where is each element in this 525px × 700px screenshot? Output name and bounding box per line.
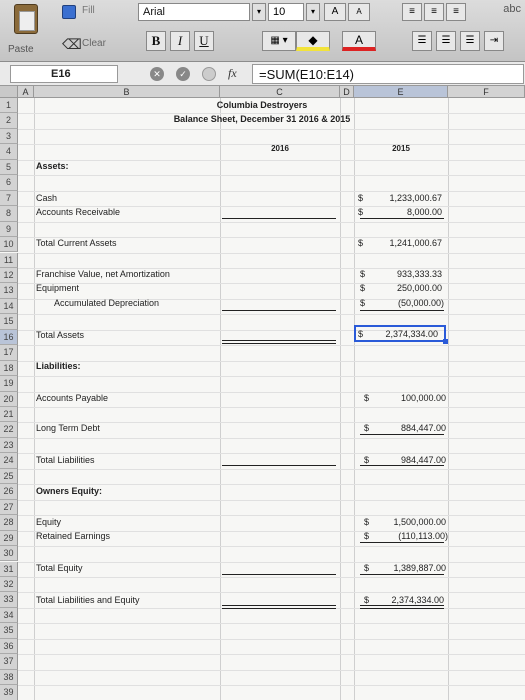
tle-2015-value: 2,374,334.00 [391,595,444,605]
cancel-icon[interactable]: ✕ [150,67,164,81]
align-middle-icon[interactable]: ≡ [446,3,466,21]
row-header[interactable]: 8 [0,206,18,221]
liabilities-heading: Liabilities: [36,361,81,371]
font-color-button[interactable]: A [342,31,376,51]
row-gridline [18,222,525,223]
eraser-icon[interactable]: ⌫ [62,36,82,52]
borders-icon[interactable]: ▦ ▾ [262,31,296,51]
row-gridline [18,546,525,547]
row-header[interactable]: 24 [0,453,18,468]
italic-button[interactable]: I [170,31,190,51]
equity-label: Equity [36,517,62,527]
row-header[interactable]: 25 [0,469,18,484]
total-assets-2015-value: 2,374,334.00 [385,329,438,339]
column-header-c[interactable]: C [220,86,340,98]
row-header[interactable]: 19 [0,376,18,391]
font-name-dropdown-icon[interactable]: ▾ [252,3,266,21]
currency-symbol: $ [360,283,366,293]
row-header[interactable]: 7 [0,191,18,206]
align-center-icon[interactable]: ☰ [436,31,456,51]
bold-button[interactable]: B [146,31,166,51]
decrease-font-button[interactable]: A [348,3,370,21]
row-gridline [18,515,525,516]
re-2015-value: (110,113.00) [398,531,448,541]
row-gridline [18,345,525,346]
row-gridline [18,500,525,501]
underline-button[interactable]: U [194,31,214,51]
ribbon-toolbar [0,0,525,62]
row-header[interactable]: 14 [0,299,18,314]
row-gridline [18,253,525,254]
underline [360,542,444,543]
fill-color-button[interactable]: ◆ [296,31,330,51]
function-circle-icon[interactable] [202,67,216,81]
paste-icon[interactable] [14,4,38,34]
row-header[interactable]: 16 [0,330,18,345]
indent-icon[interactable]: ⇥ [484,31,504,51]
accounts-receivable-label: Accounts Receivable [36,207,121,217]
clear-button[interactable]: Clear [82,38,106,49]
row-header[interactable]: 10 [0,237,18,252]
ap-2015-value: 100,000.00 [400,393,446,403]
retained-earnings-label: Retained Earnings [36,531,111,541]
currency-symbol: $ [358,329,364,339]
ltd-2015-value: 884,447.00 [400,423,446,433]
formula-bar [0,62,525,86]
equity-2015-value: 1,500,000.00 [393,517,446,527]
column-header-a[interactable]: A [18,86,34,98]
row-gridline [18,407,525,408]
currency-symbol: $ [360,269,366,279]
font-size-select[interactable]: 10 [268,3,304,21]
underline [222,310,336,311]
currency-symbol: $ [364,517,370,527]
row-gridline [18,654,525,655]
align-right-icon[interactable]: ☰ [460,31,480,51]
double-underline [360,605,444,606]
row-header[interactable]: 37 [0,654,18,669]
currency-symbol: $ [360,298,366,308]
row-gridline [18,314,525,315]
currency-symbol: $ [358,193,364,203]
double-underline [222,608,336,609]
row-header[interactable]: 12 [0,268,18,283]
row-header[interactable]: 32 [0,577,18,592]
column-header-e[interactable]: E [354,86,448,98]
row-header[interactable]: 1 [0,98,18,113]
row-gridline [18,562,525,563]
row-header[interactable]: 27 [0,500,18,515]
fill-icon[interactable] [62,5,76,19]
row-gridline [18,361,525,362]
accounts-payable-label: Accounts Payable [36,393,109,403]
font-name-select[interactable]: Arial [138,3,250,21]
equipment-2015-value: 250,000.00 [396,283,442,293]
row-header[interactable]: 26 [0,484,18,499]
select-all-corner[interactable] [0,86,18,98]
paste-button[interactable]: Paste [8,44,34,55]
row-gridline [18,469,525,470]
row-header[interactable]: 5 [0,160,18,175]
currency-symbol: $ [364,563,370,573]
row-gridline [18,577,525,578]
row-header[interactable]: 23 [0,438,18,453]
currency-symbol: $ [364,595,370,605]
row-header[interactable]: 4 [0,144,18,159]
row-gridline [18,670,525,671]
row-gridline [18,191,525,192]
row-gridline [18,129,525,130]
underline [360,218,444,219]
row-header[interactable]: 22 [0,422,18,437]
row-header[interactable]: 35 [0,623,18,638]
spreadsheet-grid[interactable] [0,86,525,700]
franchise-2015-value: 933,333.33 [396,269,442,279]
currency-symbol: $ [358,238,364,248]
sheet-title: Columbia Destroyers [216,100,308,110]
year-header-2015: 2015 [392,144,410,153]
align-left-icon[interactable]: ☰ [412,31,432,51]
align-top-icon[interactable]: ≡ [424,3,444,21]
row-header[interactable]: 33 [0,592,18,607]
cash-label: Cash [36,193,58,203]
underline [222,465,336,466]
double-underline [222,343,336,344]
accumulated-depreciation-label: Accumulated Depreciation [54,298,160,308]
assets-heading: Assets: [36,161,69,171]
column-header-d[interactable]: D [340,86,354,98]
total-current-assets-label: Total Current Assets [36,238,117,248]
formula-input[interactable]: =SUM(E10:E14) [252,64,524,84]
row-header[interactable]: 34 [0,608,18,623]
row-header[interactable]: 17 [0,345,18,360]
underline [222,574,336,575]
row-gridline [18,175,525,176]
row-header[interactable]: 21 [0,407,18,422]
total-equity-label: Total Equity [36,563,83,573]
row-header[interactable]: 11 [0,253,18,268]
currency-symbol: $ [364,393,370,403]
sheet-subtitle: Balance Sheet, December 31 2016 & 2015 [173,114,351,124]
row-header[interactable]: 39 [0,685,18,700]
row-header[interactable]: 20 [0,392,18,407]
row-header[interactable]: 13 [0,283,18,298]
insert-function-button[interactable]: fx [228,66,237,80]
double-underline [360,608,444,609]
name-box[interactable]: E16 [10,65,118,83]
currency-symbol: $ [364,423,370,433]
row-header[interactable]: 3 [0,129,18,144]
te-2015-value: 1,389,887.00 [393,563,446,573]
column-header-f[interactable]: F [448,86,525,98]
row-header[interactable]: 28 [0,515,18,530]
row-header[interactable]: 31 [0,562,18,577]
row-gridline [18,592,525,593]
total-liabilities-label: Total Liabilities [36,455,95,465]
row-header[interactable]: 9 [0,222,18,237]
row-gridline [18,685,525,686]
double-underline [222,340,336,341]
row-header[interactable]: 29 [0,531,18,546]
row-gridline [18,330,525,331]
underline [360,434,444,435]
row-header[interactable]: 15 [0,314,18,329]
tca-2015-value: 1,241,000.67 [389,238,442,248]
font-size-dropdown-icon[interactable]: ▾ [306,3,320,21]
year-header-2016: 2016 [271,144,289,153]
row-header[interactable]: 30 [0,546,18,561]
owners-equity-heading: Owners Equity: [36,486,103,496]
ar-2015-value: 8,000.00 [406,207,442,217]
row-header[interactable]: 18 [0,361,18,376]
currency-symbol: $ [364,455,370,465]
equipment-label: Equipment [36,283,80,293]
currency-symbol: $ [364,531,370,541]
row-gridline [18,438,525,439]
increase-font-button[interactable]: A [324,3,346,21]
row-gridline [18,623,525,624]
underline [360,574,444,575]
wrap-text-label[interactable]: abc [503,3,521,15]
cash-2015-value: 1,233,000.67 [389,193,442,203]
franchise-value-label: Franchise Value, net Amortization [36,269,170,279]
underline [360,310,444,311]
row-header[interactable]: 6 [0,175,18,190]
total-liabilities-equity-label: Total Liabilities and Equity [36,595,140,605]
tl-2015-value: 984,447.00 [400,455,446,465]
row-header[interactable]: 2 [0,113,18,128]
fill-button[interactable]: Fill [82,5,95,16]
accum-dep-2015-value: (50,000.00) [397,298,444,308]
double-underline [222,605,336,606]
column-header-b[interactable]: B [34,86,220,98]
row-header[interactable]: 38 [0,670,18,685]
row-gridline [18,376,525,377]
currency-symbol: $ [358,207,364,217]
long-term-debt-label: Long Term Debt [36,423,100,433]
row-gridline [18,160,525,161]
row-gridline [18,283,525,284]
row-gridline [18,639,525,640]
underline [360,465,444,466]
row-header[interactable]: 36 [0,639,18,654]
total-assets-label: Total Assets [36,330,85,340]
confirm-icon[interactable]: ✓ [176,67,190,81]
underline [222,218,336,219]
wrap-text-icon[interactable]: ≡ [402,3,422,21]
